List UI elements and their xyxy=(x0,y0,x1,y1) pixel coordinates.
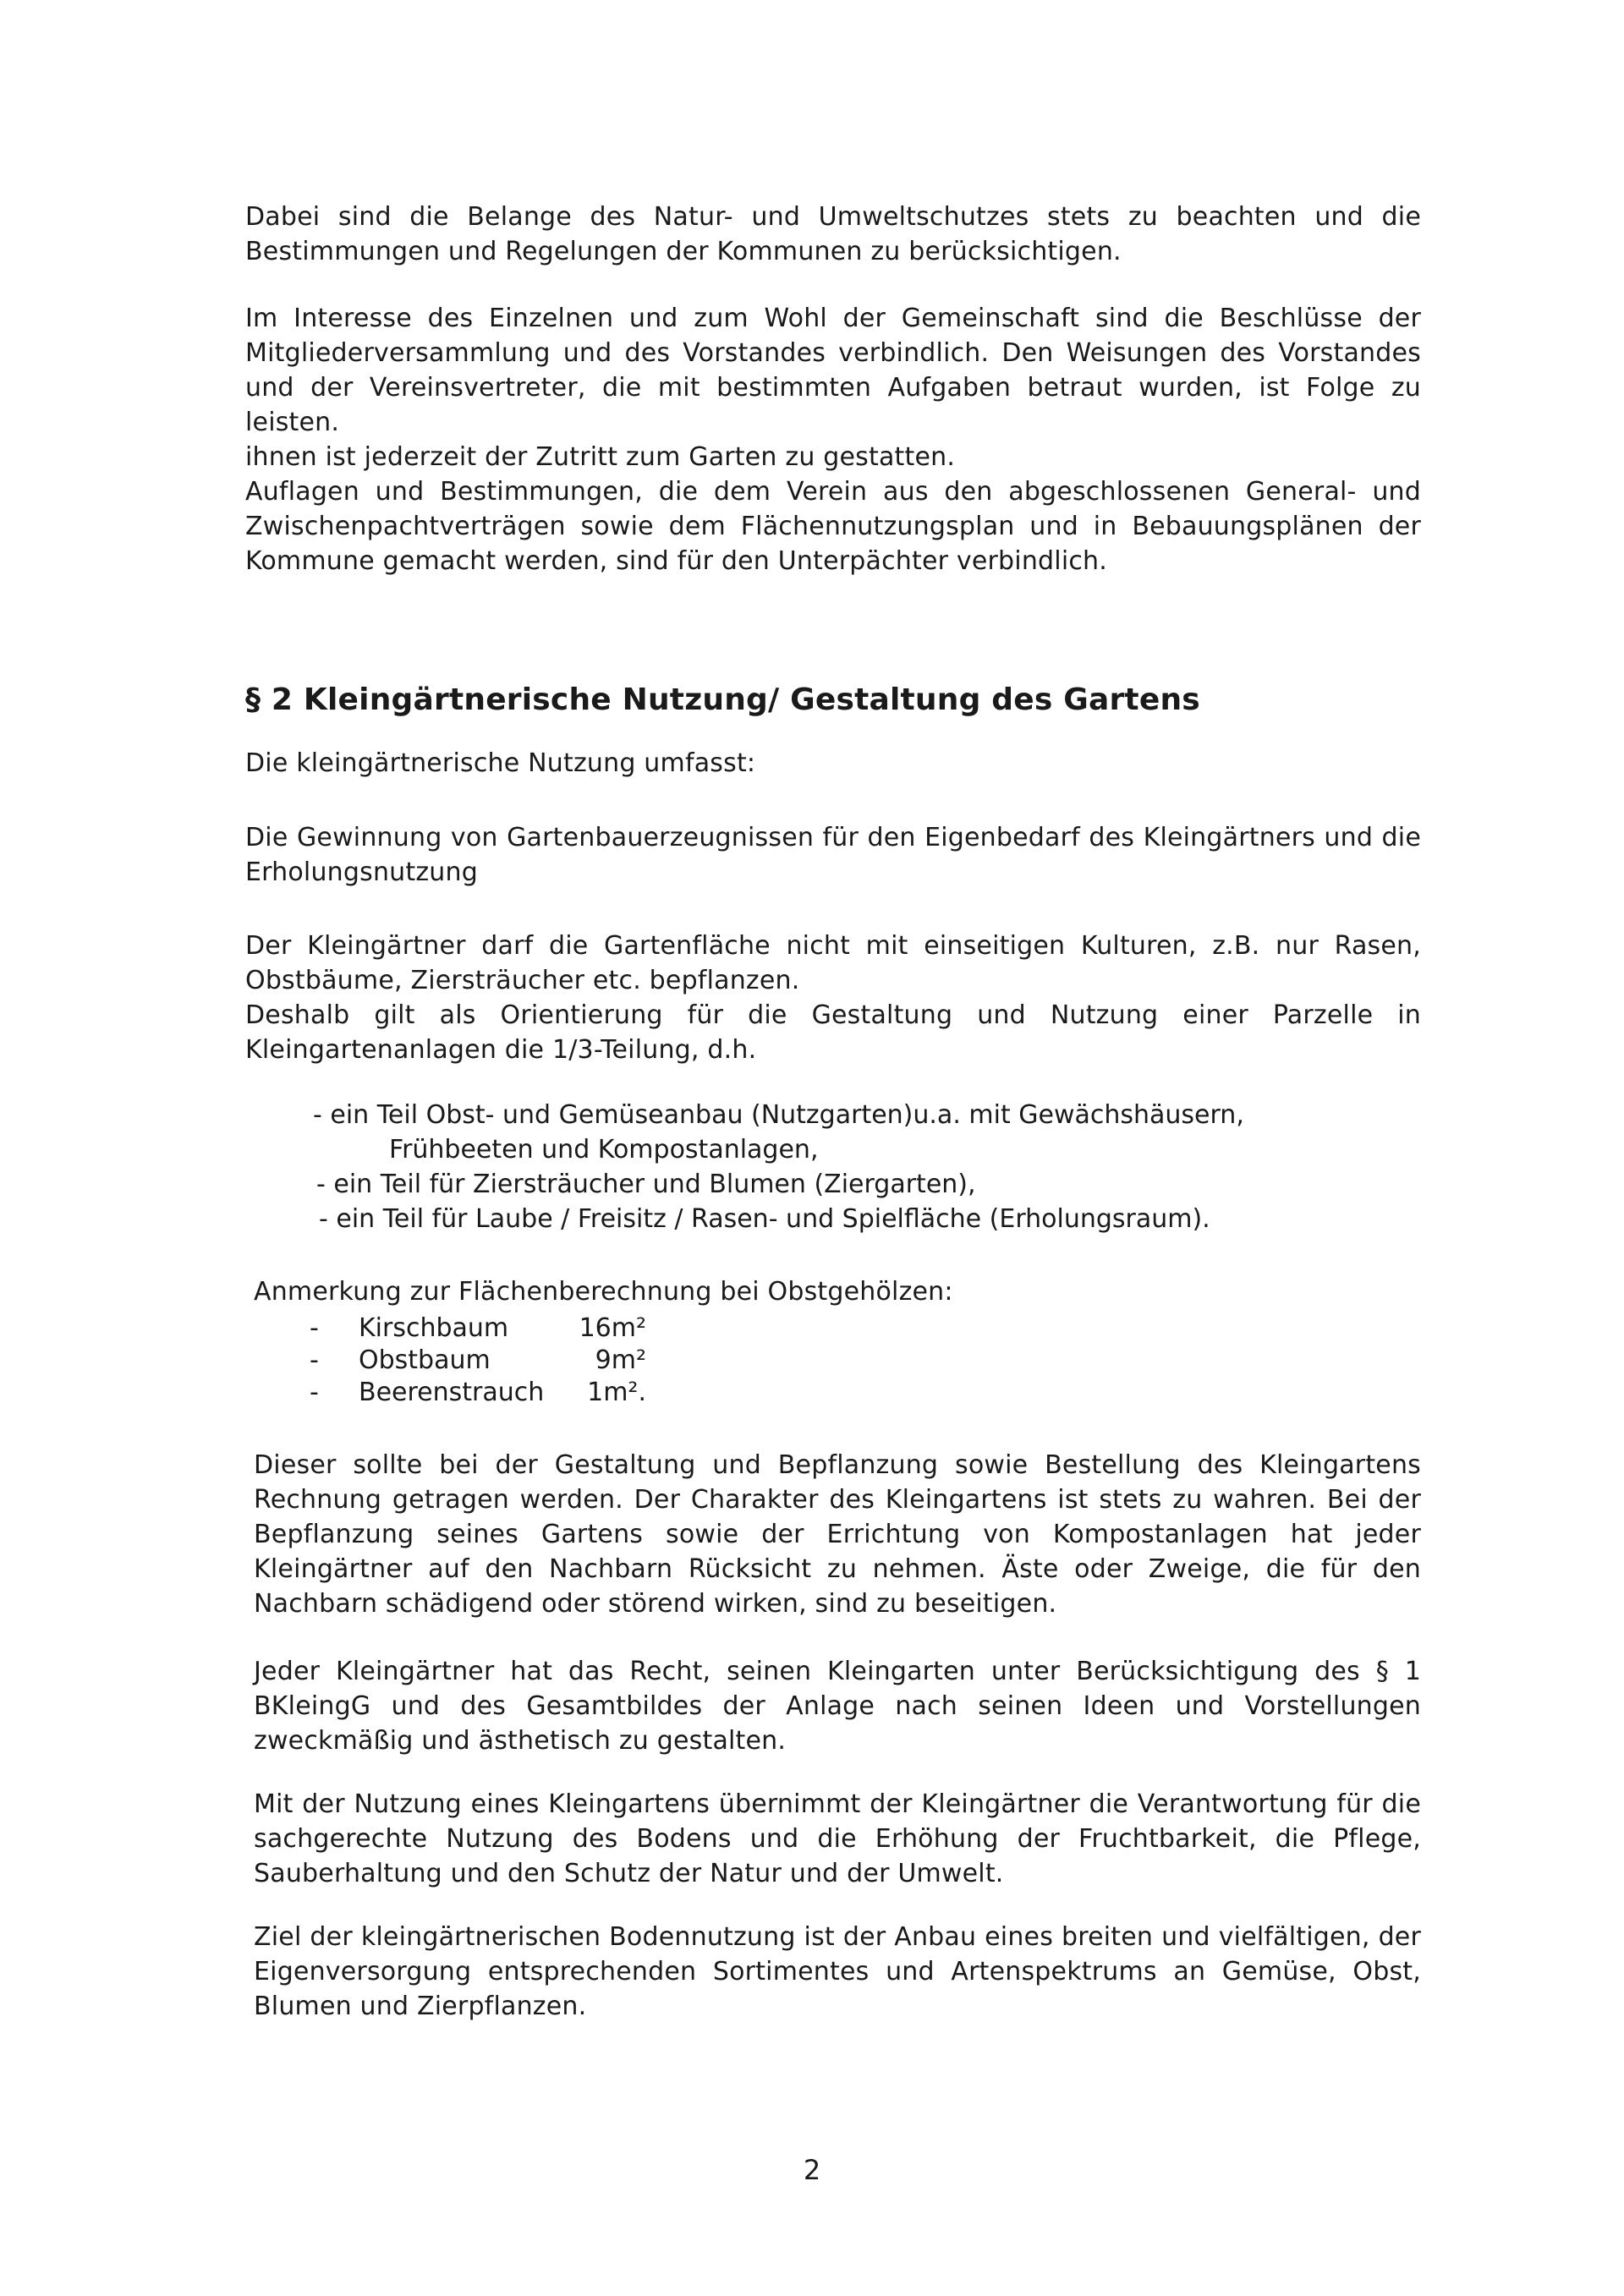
intro-paragraph-2-line-2: ihnen ist jederzeit der Zutritt zum Garten zu gestatten. xyxy=(245,442,956,472)
paragraph-recht xyxy=(254,1654,1421,1758)
paragraph-ziel-text: Ziel der kleingärtnerischen Bodennutzung ist der Anbau eines breiten und vielfältigen, der Eigenversorgung entsprechenden Sortimentes und Artenspektrums an Gemüse, Obst, Blumen und Zierpflanzen. xyxy=(254,1922,1421,2021)
intro-paragraph-2-line-3: Auflagen und Bestimmungen, die dem Verein aus den abgeschlossenen General- und Zwischenpachtverträgen sowie dem Flächennutzungsplan und in Bebauungsplänen der Kommune gemacht werden, sind für den Unterpächter verbindlich. xyxy=(245,477,1421,576)
paragraph-dieser-text: Dieser sollte bei der Gestaltung und Bepflanzung sowie Bestellung des Kleingartens Rechnung getragen werden. Der Charakter des Kleingartens ist stets zu wahren. Bei der Bepflanzung seines Gartens sowie der Errichtung von Kompostanlagen hat jeder Kleingärtner auf den Nachbarn Rücksicht zu nehmen. Äste oder Zweige, die für den Nachbarn schädigend oder störend wirken, sind zu beseitigen. xyxy=(254,1450,1421,1619)
tree-row-obstbaum xyxy=(310,1345,646,1377)
list-item-nutzgarten: - ein Teil Obst- und Gemüseanbau (Nutzgarten)u.a. mit Gewächshäusern, xyxy=(313,1100,1244,1130)
section-heading: § 2 Kleingärtnerische Nutzung/ Gestaltung des Gartens xyxy=(245,682,1200,717)
paragraph-recht-text: Jeder Kleingärtner hat das Recht, seinen Kleingarten unter Berücksichtigung des § 1 BKleingG und des Gesamtbildes der Anlage nach seinen Ideen und Vorstellungen zweckmäßig und ästhetisch zu gestalten. xyxy=(254,1657,1421,1756)
paragraph-gewinnung xyxy=(245,820,1421,890)
paragraph-kulturen-line-2: Deshalb gilt als Orientierung für die Gestaltung und Nutzung einer Parzelle in Kleingartenanlagen die 1/3-Teilung, d.h. xyxy=(245,1000,1421,1065)
intro-paragraph-1 xyxy=(245,200,1421,269)
tree-row-value: 1m². xyxy=(587,1378,646,1407)
tree-row-kirschbaum xyxy=(310,1312,646,1345)
intro-paragraph-2-line-1: Im Interesse des Einzelnen und zum Wohl der Gemeinschaft sind die Beschlüsse der Mitgliederversammlung und des Vorstandes verbindlich. Den Weisungen des Vorstandes und der Vereinsvertreter, die mit bestimmten Aufgaben betraut wurden, ist Folge zu leisten. xyxy=(245,304,1421,437)
list-item-erholungsraum: - ein Teil für Laube / Freisitz / Rasen- und Spielfläche (Erholungsraum). xyxy=(319,1204,1210,1234)
tree-row-dash: - xyxy=(310,1378,319,1407)
section-lead xyxy=(245,746,1421,781)
paragraph-dieser xyxy=(254,1448,1421,1621)
paragraph-ziel xyxy=(254,1920,1421,2024)
paragraph-verantwortung-text: Mit der Nutzung eines Kleingartens übernimmt der Kleingärtner die Verantwortung für die sachgerechte Nutzung des Bodens und die Erhöhung der Fruchtbarkeit, die Pflege, Sauberhaltung und den Schutz der Natur und der Umwelt. xyxy=(254,1789,1421,1888)
tree-row-dash: - xyxy=(310,1345,319,1375)
section-lead-text: Die kleingärtnerische Nutzung umfasst: xyxy=(245,748,756,778)
paragraph-verantwortung xyxy=(254,1787,1421,1891)
anmerkung xyxy=(254,1274,1421,1309)
anmerkung-text: Anmerkung zur Flächenberechnung bei Obstgehölzen: xyxy=(254,1277,953,1307)
tree-row-beerenstrauch xyxy=(310,1377,646,1409)
tree-row-name: Kirschbaum xyxy=(359,1313,509,1343)
list-item-nutzgarten-continued: Frühbeeten und Kompostanlagen, xyxy=(389,1135,819,1164)
tree-row-value: 9m² xyxy=(595,1345,646,1375)
paragraph-kulturen-line-1: Der Kleingärtner darf die Gartenfläche nicht mit einseitigen Kulturen, z.B. nur Rasen, Obstbäume, Ziersträucher etc. bepflanzen. xyxy=(245,931,1421,995)
page-number: 2 xyxy=(803,2154,821,2186)
list-item-ziergarten: - ein Teil für Ziersträucher und Blumen (Ziergarten), xyxy=(316,1170,976,1199)
paragraph-gewinnung-text: Die Gewinnung von Gartenbauerzeugnissen für den Eigenbedarf des Kleingärtners und die Erholungsnutzung xyxy=(245,823,1421,887)
tree-row-value: 16m² xyxy=(579,1313,646,1343)
tree-row-dash: - xyxy=(310,1313,319,1343)
intro-paragraph-1-text: Dabei sind die Belange des Natur- und Umweltschutzes stets zu beachten und die Bestimmungen und Regelungen der Kommunen zu berücksichtigen. xyxy=(245,202,1421,266)
intro-paragraph-2 xyxy=(245,301,1421,578)
tree-row-name: Beerenstrauch xyxy=(359,1378,545,1407)
tree-row-name: Obstbaum xyxy=(359,1345,491,1375)
paragraph-kulturen xyxy=(245,929,1421,1067)
